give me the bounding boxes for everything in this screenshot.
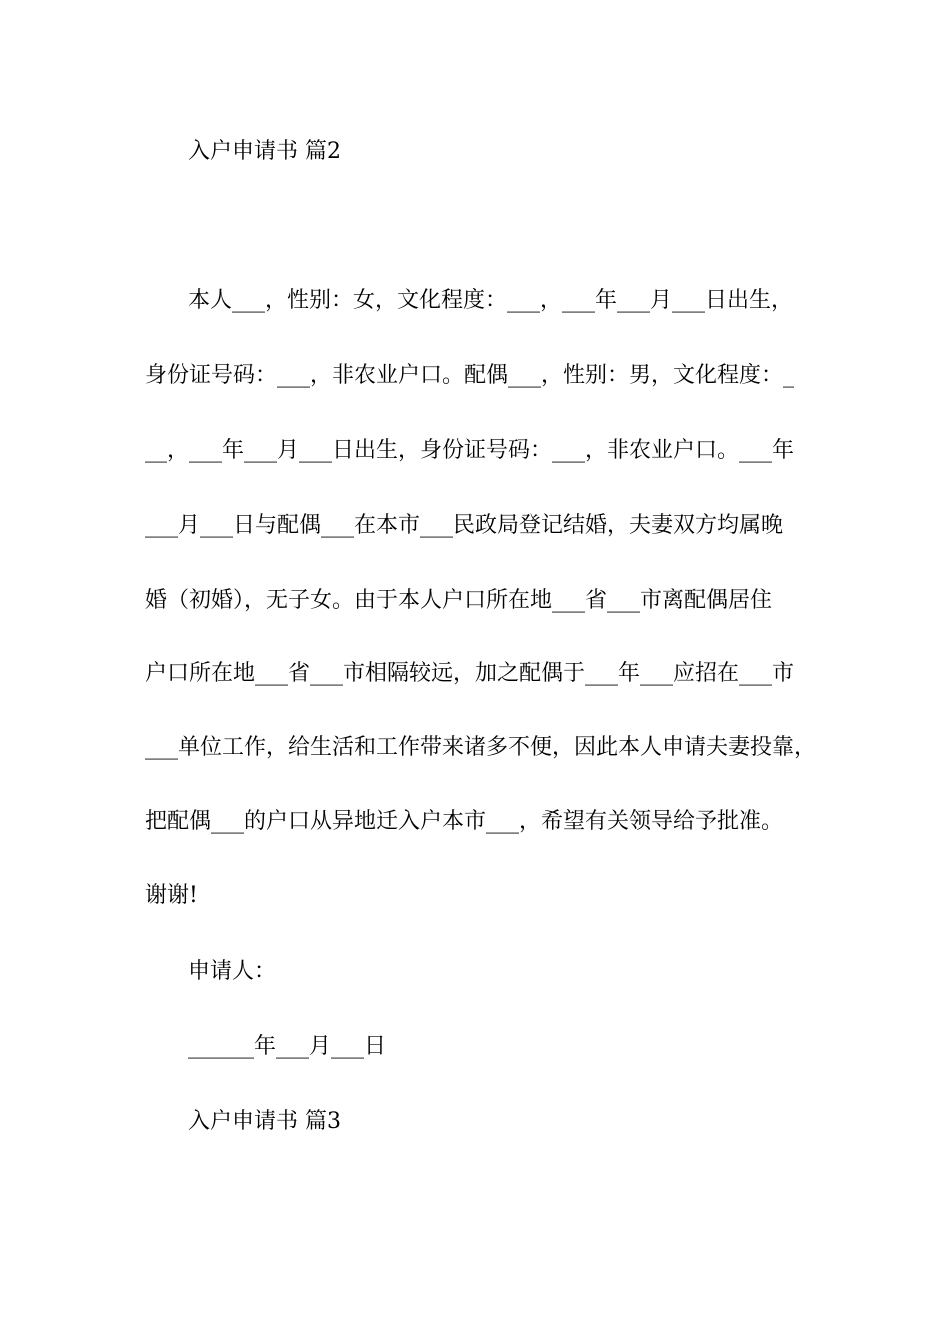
body-line-2: 身份证号码：___，非农业户口。配偶___，性别：男，文化程度：_ <box>145 363 795 388</box>
thanks-line: 谢谢! <box>145 883 198 908</box>
body-line-4: ___月___日与配偶___在本市___民政局登记结婚，夫妻双方均属晚 <box>145 513 784 538</box>
section-heading-2: 入户申请书 篇2 <box>188 139 341 164</box>
body-line-1: 本人___，性别：女，文化程度：___，___年___月___日出生， <box>188 288 794 313</box>
section-heading-3: 入户申请书 篇3 <box>188 1109 341 1134</box>
body-line-6: 户口所在地___省___市相隔较远，加之配偶于___年___应招在___市 <box>145 661 795 686</box>
body-line-5: 婚（初婚），无子女。由于本人户口所在地___省___市离配偶居住 <box>145 588 773 613</box>
body-line-3: __，___年___月___日出生，身份证号码：___，非农业户口。___年 <box>145 438 795 463</box>
body-line-8: 把配偶___的户口从异地迁入户本市___，希望有关领导给予批准。 <box>145 809 784 834</box>
date-line: ______年___月___日 <box>188 1034 387 1059</box>
body-line-7: ___单位工作，给生活和工作带来诸多不便，因此本人申请夫妻投靠， <box>145 735 817 760</box>
applicant-label: 申请人： <box>188 959 277 984</box>
